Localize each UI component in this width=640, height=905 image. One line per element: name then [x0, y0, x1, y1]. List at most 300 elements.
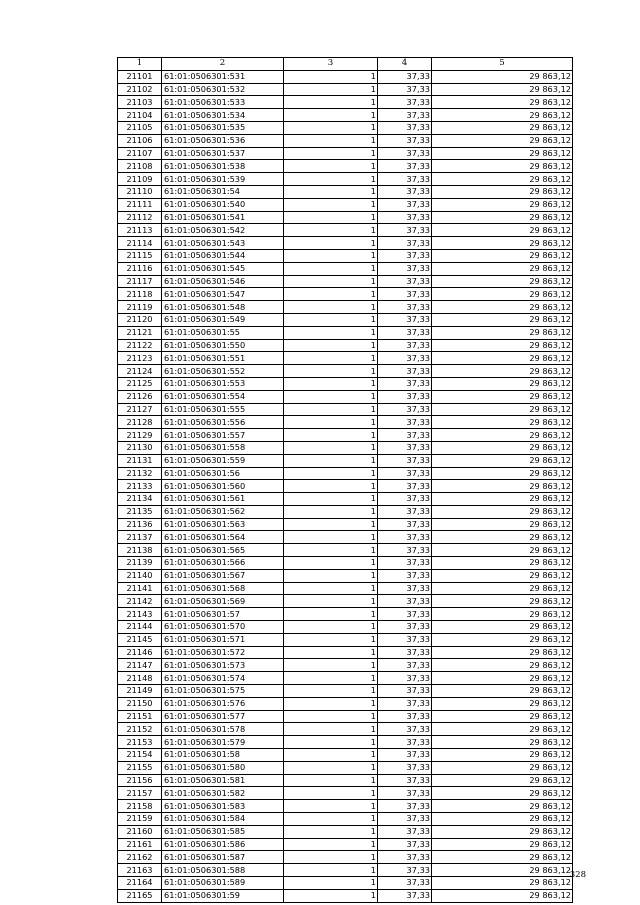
value-cell: 29 863,12 [432, 595, 573, 608]
cadastral-number-cell: 61:01:0506301:565 [162, 544, 284, 557]
cadastral-number-cell: 61:01:0506301:578 [162, 723, 284, 736]
row-number-cell: 21164 [118, 877, 162, 890]
row-number-cell: 21129 [118, 429, 162, 442]
quantity-cell: 1 [284, 185, 378, 198]
table-row [118, 749, 573, 762]
quantity-cell: 1 [284, 326, 378, 339]
quantity-cell: 1 [284, 467, 378, 480]
cadastral-number-cell: 61:01:0506301:577 [162, 710, 284, 723]
table-row [118, 198, 573, 211]
value-cell: 29 863,12 [432, 749, 573, 762]
table-row [118, 493, 573, 506]
table-row [118, 352, 573, 365]
area-cell: 37,33 [378, 441, 432, 454]
row-number-cell: 21150 [118, 697, 162, 710]
row-number-cell: 21143 [118, 608, 162, 621]
value-cell: 29 863,12 [432, 761, 573, 774]
cadastral-number-cell: 61:01:0506301:536 [162, 134, 284, 147]
area-cell: 37,33 [378, 249, 432, 262]
quantity-cell: 1 [284, 352, 378, 365]
value-cell: 29 863,12 [432, 800, 573, 813]
value-cell: 29 863,12 [432, 646, 573, 659]
quantity-cell: 1 [284, 531, 378, 544]
cadastral-number-cell: 61:01:0506301:555 [162, 403, 284, 416]
value-cell: 29 863,12 [432, 825, 573, 838]
quantity-cell: 1 [284, 160, 378, 173]
row-number-cell: 21146 [118, 646, 162, 659]
table-body [118, 70, 573, 902]
value-cell: 29 863,12 [432, 441, 573, 454]
row-number-cell: 21134 [118, 493, 162, 506]
area-cell: 37,33 [378, 365, 432, 378]
quantity-cell: 1 [284, 672, 378, 685]
value-cell: 29 863,12 [432, 288, 573, 301]
table-row [118, 467, 573, 480]
row-number-cell: 21103 [118, 96, 162, 109]
area-cell: 37,33 [378, 800, 432, 813]
quantity-cell: 1 [284, 83, 378, 96]
area-cell: 37,33 [378, 646, 432, 659]
cadastral-number-cell: 61:01:0506301:59 [162, 889, 284, 902]
area-cell: 37,33 [378, 749, 432, 762]
value-cell: 29 863,12 [432, 480, 573, 493]
quantity-cell: 1 [284, 877, 378, 890]
quantity-cell: 1 [284, 659, 378, 672]
cadastral-number-cell: 61:01:0506301:559 [162, 454, 284, 467]
area-cell: 37,33 [378, 237, 432, 250]
cadastral-number-cell: 61:01:0506301:556 [162, 416, 284, 429]
cadastral-number-cell: 61:01:0506301:58 [162, 749, 284, 762]
table-row [118, 864, 573, 877]
row-number-cell: 21130 [118, 441, 162, 454]
value-cell: 29 863,12 [432, 429, 573, 442]
quantity-cell: 1 [284, 109, 378, 122]
value-cell: 29 863,12 [432, 838, 573, 851]
row-number-cell: 21106 [118, 134, 162, 147]
value-cell: 29 863,12 [432, 493, 573, 506]
table-row [118, 441, 573, 454]
row-number-cell: 21104 [118, 109, 162, 122]
cadastral-number-cell: 61:01:0506301:543 [162, 237, 284, 250]
cadastral-number-cell: 61:01:0506301:545 [162, 262, 284, 275]
area-cell: 37,33 [378, 493, 432, 506]
table-row [118, 70, 573, 83]
quantity-cell: 1 [284, 582, 378, 595]
area-cell: 37,33 [378, 173, 432, 186]
value-cell: 29 863,12 [432, 390, 573, 403]
cadastral-number-cell: 61:01:0506301:532 [162, 83, 284, 96]
row-number-cell: 21126 [118, 390, 162, 403]
table-row [118, 249, 573, 262]
table-row [118, 531, 573, 544]
area-cell: 37,33 [378, 864, 432, 877]
area-cell: 37,33 [378, 377, 432, 390]
quantity-cell: 1 [284, 761, 378, 774]
quantity-cell: 1 [284, 787, 378, 800]
value-cell: 29 863,12 [432, 70, 573, 83]
table-row [118, 262, 573, 275]
row-number-cell: 21139 [118, 557, 162, 570]
value-cell: 29 863,12 [432, 672, 573, 685]
table-row [118, 582, 573, 595]
table-row [118, 313, 573, 326]
row-number-cell: 21118 [118, 288, 162, 301]
row-number-cell: 21157 [118, 787, 162, 800]
value-cell: 29 863,12 [432, 237, 573, 250]
value-cell: 29 863,12 [432, 313, 573, 326]
area-cell: 37,33 [378, 160, 432, 173]
quantity-cell: 1 [284, 377, 378, 390]
cadastral-number-cell: 61:01:0506301:572 [162, 646, 284, 659]
area-cell: 37,33 [378, 326, 432, 339]
area-cell: 37,33 [378, 467, 432, 480]
table-row [118, 518, 573, 531]
table-row [118, 121, 573, 134]
table-row [118, 787, 573, 800]
cadastral-number-cell: 61:01:0506301:566 [162, 557, 284, 570]
row-number-cell: 21108 [118, 160, 162, 173]
table-row [118, 608, 573, 621]
value-cell: 29 863,12 [432, 813, 573, 826]
cadastral-number-cell: 61:01:0506301:547 [162, 288, 284, 301]
table-row [118, 710, 573, 723]
row-number-cell: 21154 [118, 749, 162, 762]
value-cell: 29 863,12 [432, 531, 573, 544]
area-cell: 37,33 [378, 569, 432, 582]
table-row [118, 697, 573, 710]
row-number-cell: 21132 [118, 467, 162, 480]
area-cell: 37,33 [378, 531, 432, 544]
value-cell: 29 863,12 [432, 454, 573, 467]
cadastral-number-cell: 61:01:0506301:587 [162, 851, 284, 864]
area-cell: 37,33 [378, 633, 432, 646]
row-number-cell: 21124 [118, 365, 162, 378]
table-row [118, 134, 573, 147]
area-cell: 37,33 [378, 851, 432, 864]
cadastral-table [117, 57, 573, 903]
area-cell: 37,33 [378, 621, 432, 634]
value-cell: 29 863,12 [432, 377, 573, 390]
cadastral-number-cell: 61:01:0506301:56 [162, 467, 284, 480]
table-row [118, 825, 573, 838]
table-row [118, 505, 573, 518]
cadastral-number-cell: 61:01:0506301:582 [162, 787, 284, 800]
table-row [118, 224, 573, 237]
header-col-2: 2 [162, 58, 284, 71]
table-row [118, 723, 573, 736]
area-cell: 37,33 [378, 825, 432, 838]
quantity-cell: 1 [284, 557, 378, 570]
value-cell: 29 863,12 [432, 224, 573, 237]
value-cell: 29 863,12 [432, 147, 573, 160]
value-cell: 29 863,12 [432, 211, 573, 224]
value-cell: 29 863,12 [432, 249, 573, 262]
value-cell: 29 863,12 [432, 787, 573, 800]
row-number-cell: 21125 [118, 377, 162, 390]
table-row [118, 237, 573, 250]
area-cell: 37,33 [378, 672, 432, 685]
table-row [118, 377, 573, 390]
cadastral-number-cell: 61:01:0506301:535 [162, 121, 284, 134]
value-cell: 29 863,12 [432, 685, 573, 698]
area-cell: 37,33 [378, 723, 432, 736]
header-col-3: 3 [284, 58, 378, 71]
quantity-cell: 1 [284, 710, 378, 723]
table-row [118, 838, 573, 851]
table-row [118, 173, 573, 186]
cadastral-number-cell: 61:01:0506301:57 [162, 608, 284, 621]
row-number-cell: 21120 [118, 313, 162, 326]
value-cell: 29 863,12 [432, 608, 573, 621]
cadastral-number-cell: 61:01:0506301:585 [162, 825, 284, 838]
value-cell: 29 863,12 [432, 109, 573, 122]
cadastral-number-cell: 61:01:0506301:576 [162, 697, 284, 710]
cadastral-number-cell: 61:01:0506301:580 [162, 761, 284, 774]
quantity-cell: 1 [284, 569, 378, 582]
quantity-cell: 1 [284, 736, 378, 749]
area-cell: 37,33 [378, 787, 432, 800]
quantity-cell: 1 [284, 339, 378, 352]
value-cell: 29 863,12 [432, 557, 573, 570]
area-cell: 37,33 [378, 288, 432, 301]
value-cell: 29 863,12 [432, 774, 573, 787]
cadastral-number-cell: 61:01:0506301:567 [162, 569, 284, 582]
row-number-cell: 21156 [118, 774, 162, 787]
area-cell: 37,33 [378, 813, 432, 826]
area-cell: 37,33 [378, 185, 432, 198]
quantity-cell: 1 [284, 633, 378, 646]
value-cell: 29 863,12 [432, 121, 573, 134]
area-cell: 37,33 [378, 685, 432, 698]
row-number-cell: 21152 [118, 723, 162, 736]
table-row [118, 774, 573, 787]
row-number-cell: 21123 [118, 352, 162, 365]
table-row [118, 454, 573, 467]
area-cell: 37,33 [378, 262, 432, 275]
cadastral-number-cell: 61:01:0506301:557 [162, 429, 284, 442]
table-row [118, 646, 573, 659]
quantity-cell: 1 [284, 864, 378, 877]
value-cell: 29 863,12 [432, 160, 573, 173]
quantity-cell: 1 [284, 365, 378, 378]
cadastral-number-cell: 61:01:0506301:542 [162, 224, 284, 237]
table-row [118, 301, 573, 314]
table-row [118, 480, 573, 493]
value-cell: 29 863,12 [432, 544, 573, 557]
row-number-cell: 21117 [118, 275, 162, 288]
area-cell: 37,33 [378, 518, 432, 531]
row-number-cell: 21119 [118, 301, 162, 314]
table-row [118, 813, 573, 826]
area-cell: 37,33 [378, 697, 432, 710]
quantity-cell: 1 [284, 390, 378, 403]
quantity-cell: 1 [284, 275, 378, 288]
area-cell: 37,33 [378, 595, 432, 608]
cadastral-number-cell: 61:01:0506301:570 [162, 621, 284, 634]
quantity-cell: 1 [284, 621, 378, 634]
row-number-cell: 21109 [118, 173, 162, 186]
quantity-cell: 1 [284, 262, 378, 275]
area-cell: 37,33 [378, 147, 432, 160]
value-cell: 29 863,12 [432, 889, 573, 902]
cadastral-number-cell: 61:01:0506301:534 [162, 109, 284, 122]
cadastral-number-cell: 61:01:0506301:562 [162, 505, 284, 518]
row-number-cell: 21101 [118, 70, 162, 83]
value-cell: 29 863,12 [432, 173, 573, 186]
quantity-cell: 1 [284, 480, 378, 493]
cadastral-number-cell: 61:01:0506301:558 [162, 441, 284, 454]
value-cell: 29 863,12 [432, 416, 573, 429]
value-cell: 29 863,12 [432, 262, 573, 275]
table-row [118, 96, 573, 109]
header-col-1: 1 [118, 58, 162, 71]
area-cell: 37,33 [378, 557, 432, 570]
quantity-cell: 1 [284, 288, 378, 301]
table-row [118, 557, 573, 570]
quantity-cell: 1 [284, 838, 378, 851]
area-cell: 37,33 [378, 659, 432, 672]
cadastral-number-cell: 61:01:0506301:568 [162, 582, 284, 595]
quantity-cell: 1 [284, 646, 378, 659]
quantity-cell: 1 [284, 249, 378, 262]
value-cell: 29 863,12 [432, 96, 573, 109]
quantity-cell: 1 [284, 173, 378, 186]
area-cell: 37,33 [378, 134, 432, 147]
quantity-cell: 1 [284, 608, 378, 621]
row-number-cell: 21151 [118, 710, 162, 723]
cadastral-number-cell: 61:01:0506301:546 [162, 275, 284, 288]
table-row [118, 339, 573, 352]
row-number-cell: 21160 [118, 825, 162, 838]
area-cell: 37,33 [378, 454, 432, 467]
quantity-cell: 1 [284, 544, 378, 557]
value-cell: 29 863,12 [432, 621, 573, 634]
cadastral-number-cell: 61:01:0506301:569 [162, 595, 284, 608]
cadastral-number-cell: 61:01:0506301:533 [162, 96, 284, 109]
table-row [118, 109, 573, 122]
row-number-cell: 21135 [118, 505, 162, 518]
area-cell: 37,33 [378, 211, 432, 224]
quantity-cell: 1 [284, 825, 378, 838]
quantity-cell: 1 [284, 441, 378, 454]
row-number-cell: 21105 [118, 121, 162, 134]
quantity-cell: 1 [284, 198, 378, 211]
row-number-cell: 21121 [118, 326, 162, 339]
cadastral-number-cell: 61:01:0506301:531 [162, 70, 284, 83]
value-cell: 29 863,12 [432, 301, 573, 314]
cadastral-number-cell: 61:01:0506301:551 [162, 352, 284, 365]
cadastral-number-cell: 61:01:0506301:541 [162, 211, 284, 224]
value-cell: 29 863,12 [432, 723, 573, 736]
row-number-cell: 21111 [118, 198, 162, 211]
row-number-cell: 21140 [118, 569, 162, 582]
value-cell: 29 863,12 [432, 736, 573, 749]
value-cell: 29 863,12 [432, 467, 573, 480]
table-row [118, 326, 573, 339]
cadastral-number-cell: 61:01:0506301:584 [162, 813, 284, 826]
table-row [118, 569, 573, 582]
area-cell: 37,33 [378, 352, 432, 365]
quantity-cell: 1 [284, 813, 378, 826]
cadastral-number-cell: 61:01:0506301:550 [162, 339, 284, 352]
value-cell: 29 863,12 [432, 633, 573, 646]
row-number-cell: 21153 [118, 736, 162, 749]
quantity-cell: 1 [284, 429, 378, 442]
row-number-cell: 21131 [118, 454, 162, 467]
table-row [118, 659, 573, 672]
area-cell: 37,33 [378, 761, 432, 774]
value-cell: 29 863,12 [432, 569, 573, 582]
table-row [118, 211, 573, 224]
value-cell: 29 863,12 [432, 339, 573, 352]
area-cell: 37,33 [378, 480, 432, 493]
area-cell: 37,33 [378, 877, 432, 890]
value-cell: 29 863,12 [432, 326, 573, 339]
row-number-cell: 21165 [118, 889, 162, 902]
cadastral-number-cell: 61:01:0506301:539 [162, 173, 284, 186]
value-cell: 29 863,12 [432, 518, 573, 531]
quantity-cell: 1 [284, 313, 378, 326]
area-cell: 37,33 [378, 774, 432, 787]
row-number-cell: 21113 [118, 224, 162, 237]
value-cell: 29 863,12 [432, 365, 573, 378]
quantity-cell: 1 [284, 493, 378, 506]
row-number-cell: 21133 [118, 480, 162, 493]
cadastral-number-cell: 61:01:0506301:544 [162, 249, 284, 262]
quantity-cell: 1 [284, 697, 378, 710]
header-col-4: 4 [378, 58, 432, 71]
value-cell: 29 863,12 [432, 851, 573, 864]
table-row [118, 365, 573, 378]
quantity-cell: 1 [284, 403, 378, 416]
area-cell: 37,33 [378, 403, 432, 416]
table-row [118, 288, 573, 301]
row-number-cell: 21128 [118, 416, 162, 429]
cadastral-number-cell: 61:01:0506301:563 [162, 518, 284, 531]
area-cell: 37,33 [378, 198, 432, 211]
table-row [118, 275, 573, 288]
area-cell: 37,33 [378, 313, 432, 326]
quantity-cell: 1 [284, 685, 378, 698]
quantity-cell: 1 [284, 454, 378, 467]
quantity-cell: 1 [284, 518, 378, 531]
cadastral-number-cell: 61:01:0506301:579 [162, 736, 284, 749]
area-cell: 37,33 [378, 736, 432, 749]
value-cell: 29 863,12 [432, 582, 573, 595]
quantity-cell: 1 [284, 301, 378, 314]
area-cell: 37,33 [378, 275, 432, 288]
cadastral-number-cell: 61:01:0506301:581 [162, 774, 284, 787]
table-row [118, 390, 573, 403]
row-number-cell: 21141 [118, 582, 162, 595]
quantity-cell: 1 [284, 237, 378, 250]
row-number-cell: 21107 [118, 147, 162, 160]
row-number-cell: 21145 [118, 633, 162, 646]
row-number-cell: 21138 [118, 544, 162, 557]
table-row [118, 160, 573, 173]
quantity-cell: 1 [284, 723, 378, 736]
quantity-cell: 1 [284, 749, 378, 762]
row-number-cell: 21116 [118, 262, 162, 275]
cadastral-number-cell: 61:01:0506301:564 [162, 531, 284, 544]
row-number-cell: 21102 [118, 83, 162, 96]
area-cell: 37,33 [378, 83, 432, 96]
row-number-cell: 21112 [118, 211, 162, 224]
quantity-cell: 1 [284, 505, 378, 518]
table-row [118, 83, 573, 96]
cadastral-number-cell: 61:01:0506301:571 [162, 633, 284, 646]
table-row [118, 147, 573, 160]
